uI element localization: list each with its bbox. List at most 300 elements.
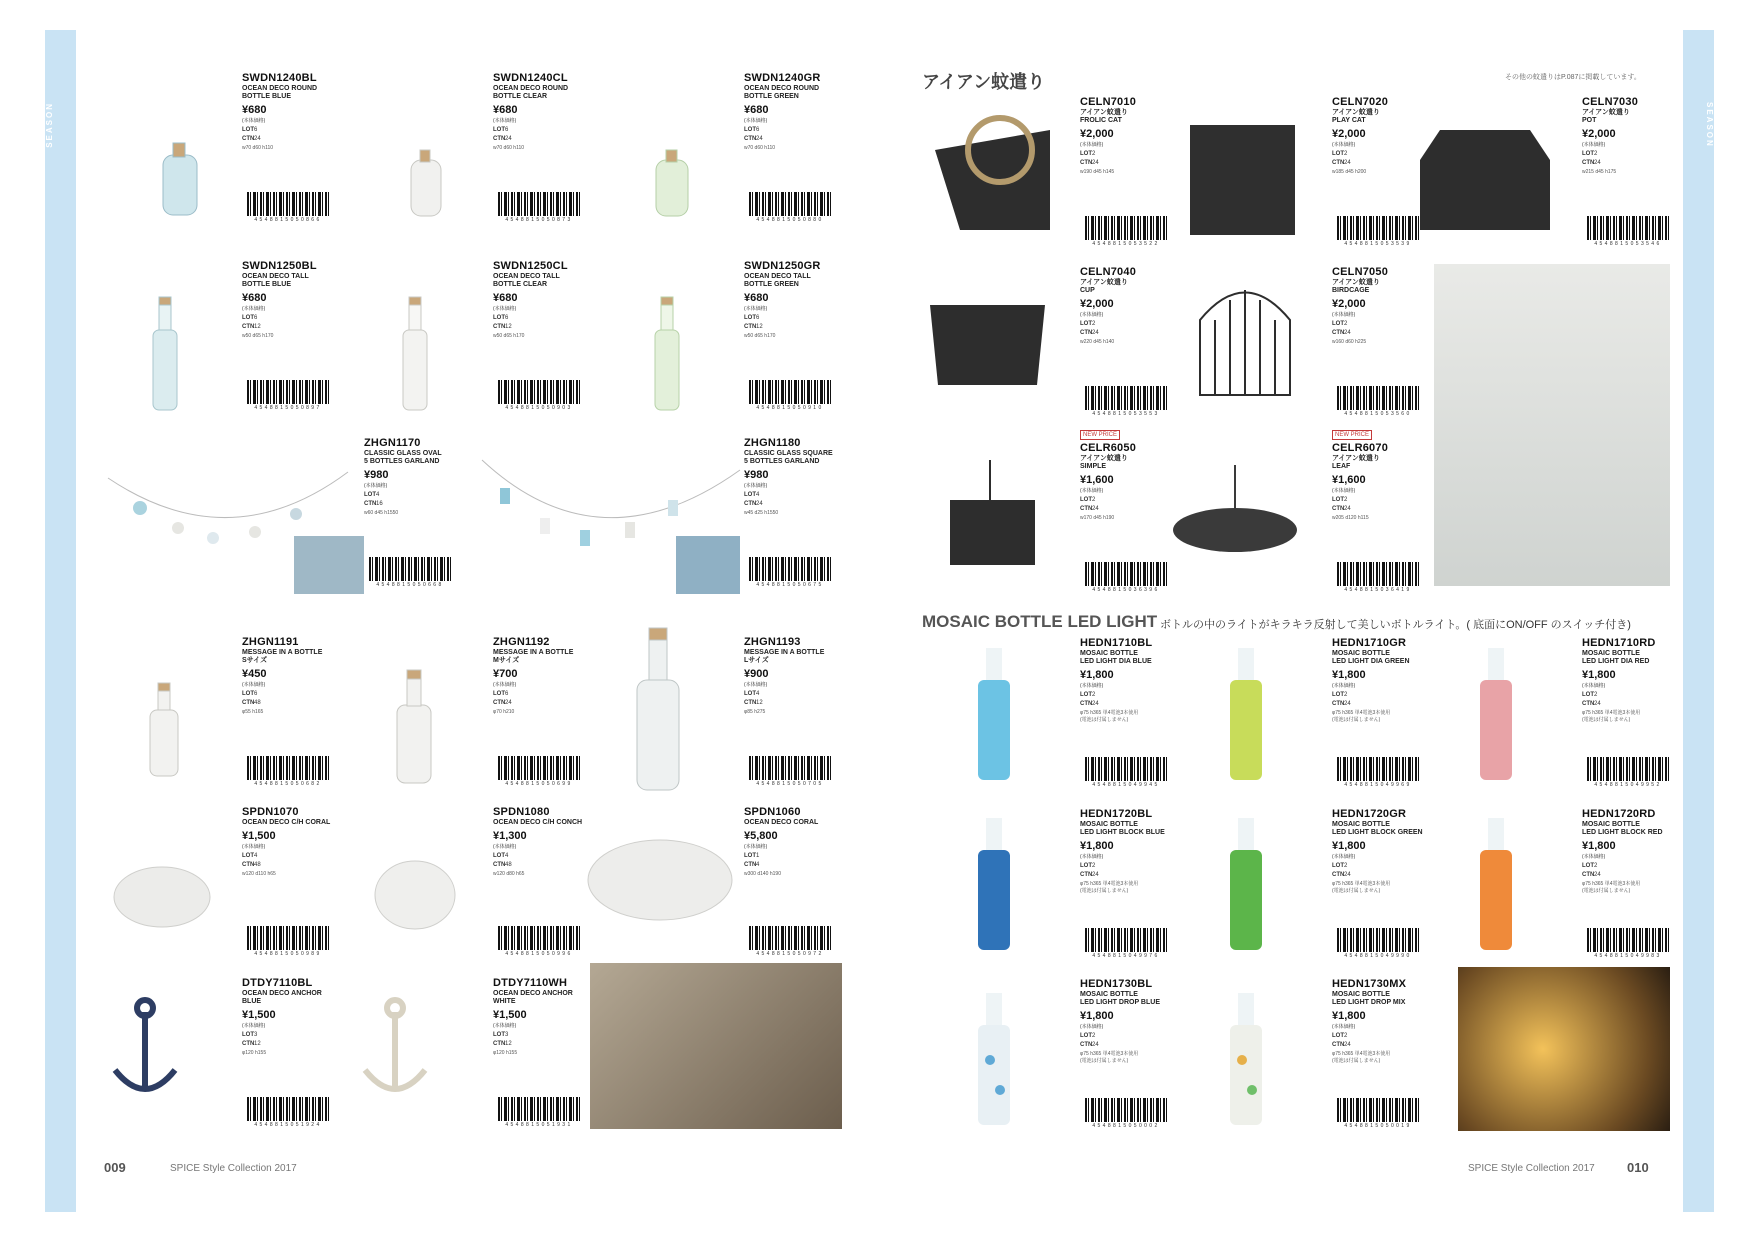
ctn-value: 24 bbox=[756, 136, 763, 142]
field-label: CTN bbox=[744, 862, 757, 868]
new-price-badge: NEW PRICE bbox=[1080, 430, 1120, 440]
ctn-value: 12 bbox=[756, 700, 763, 706]
product-name: MOSAIC BOTTLE LED LIGHT DROP BLUE bbox=[1080, 991, 1160, 1006]
barcode-number: 4548815053539 bbox=[1344, 241, 1412, 247]
pot-holder bbox=[1420, 130, 1550, 230]
price-tax-note: (本体価格) bbox=[1080, 142, 1104, 148]
product-price: ¥980 bbox=[744, 469, 769, 481]
product-price: ¥1,600 bbox=[1080, 474, 1114, 486]
barcode-number: 4548815049969 bbox=[1344, 782, 1412, 788]
lot-value: 2 bbox=[1344, 692, 1348, 698]
product-name: OCEAN DECO ANCHOR WHITE bbox=[493, 990, 573, 1005]
product-name: OCEAN DECO TALL BOTTLE BLUE bbox=[242, 273, 309, 288]
field-label: CTN bbox=[242, 136, 255, 142]
birdcage-holder bbox=[1200, 290, 1290, 395]
product-name: OCEAN DECO C/H CORAL bbox=[242, 819, 331, 826]
barcode-number: 4548815036419 bbox=[1344, 587, 1412, 593]
field-label: CTN bbox=[1080, 872, 1093, 878]
field-label: CTN bbox=[744, 324, 757, 330]
product-name: アイアン蚊遣り BIRDCAGE bbox=[1332, 279, 1380, 294]
price-tax-note: (本体価格) bbox=[1332, 854, 1356, 860]
product-price: ¥2,000 bbox=[1080, 298, 1114, 310]
product-name: アイアン蚊遣り CUP bbox=[1080, 279, 1128, 294]
ctn-value: 24 bbox=[1092, 872, 1099, 878]
product-code: HEDN1720RD bbox=[1582, 808, 1656, 820]
field-label: LOT bbox=[1332, 1033, 1344, 1039]
tall-bottle-green bbox=[655, 297, 679, 410]
field-label: CTN bbox=[1332, 506, 1345, 512]
product-price: ¥1,600 bbox=[1332, 474, 1366, 486]
product-name: MESSAGE IN A BOTTLE Mサイズ bbox=[493, 649, 574, 664]
ctn-value: 24 bbox=[1344, 872, 1351, 878]
season-label: SEASON bbox=[1705, 102, 1714, 148]
product-code: CELN7020 bbox=[1332, 96, 1389, 108]
field-label: LOT bbox=[493, 127, 505, 133]
field-label: CTN bbox=[242, 324, 255, 330]
coral-decor bbox=[588, 840, 732, 920]
field-label: LOT bbox=[242, 127, 254, 133]
product-dimensions: w50 d65 h170 bbox=[242, 333, 274, 339]
ctn-value: 24 bbox=[1594, 872, 1601, 878]
lot-value: 6 bbox=[254, 691, 258, 697]
lot-value: 4 bbox=[376, 492, 380, 498]
ctn-value: 24 bbox=[1092, 701, 1099, 707]
product-dimensions: w70 d60 h110 bbox=[242, 145, 274, 151]
field-label: LOT bbox=[1332, 321, 1344, 327]
lot-value: 2 bbox=[1594, 863, 1598, 869]
product-name: OCEAN DECO ROUND BOTTLE CLEAR bbox=[493, 85, 569, 100]
mosaic-section-subtitle: ボトルの中のライトがキラキラ反射して美しいボトルライト。( 底面にON/OFF のスイッチ付き) bbox=[1160, 619, 1631, 631]
field-label: CTN bbox=[744, 501, 757, 507]
left-page-number: 009 bbox=[104, 1160, 126, 1175]
product-code: SWDN1250BL bbox=[242, 260, 317, 272]
product-price: ¥1,300 bbox=[493, 830, 527, 842]
product-name: アイアン蚊遣り POT bbox=[1582, 109, 1630, 124]
round-bottle-green bbox=[656, 150, 688, 216]
field-label: LOT bbox=[1080, 692, 1092, 698]
product-dimensions: φ75 h365 単4電池3本使用 (電池は付属しません) bbox=[1080, 1051, 1139, 1064]
barcode-number: 4548815050019 bbox=[1344, 1123, 1412, 1129]
lot-value: 2 bbox=[1344, 1033, 1348, 1039]
product-price: ¥1,800 bbox=[1332, 1010, 1366, 1022]
lot-value: 6 bbox=[505, 315, 509, 321]
mosaic-dia-blue bbox=[978, 648, 1010, 780]
field-label: LOT bbox=[1582, 692, 1594, 698]
field-label: CTN bbox=[1332, 160, 1345, 166]
tall-bottle-blue bbox=[153, 297, 177, 410]
product-dimensions: w50 d65 h170 bbox=[744, 333, 776, 339]
barcode-number: 4548815049952 bbox=[1594, 782, 1662, 788]
garland-oval-photo bbox=[294, 536, 364, 594]
barcode-number: 4548815050705 bbox=[756, 781, 824, 787]
lot-value: 2 bbox=[1092, 1033, 1096, 1039]
product-code: SPDN1080 bbox=[493, 806, 550, 818]
product-name: OCEAN DECO ROUND BOTTLE BLUE bbox=[242, 85, 318, 100]
ctn-value: 24 bbox=[1594, 160, 1601, 166]
product-name: MESSAGE IN A BOTTLE Lサイズ bbox=[744, 649, 825, 664]
anchor-blue bbox=[115, 1000, 175, 1090]
product-code: ZHGN1180 bbox=[744, 437, 801, 449]
product-code: CELR6050 bbox=[1080, 442, 1137, 454]
price-tax-note: (本体価格) bbox=[1332, 1024, 1356, 1030]
conch-candle-holder bbox=[375, 861, 455, 929]
product-code: DTDY7110WH bbox=[493, 977, 568, 989]
product-price: ¥1,500 bbox=[493, 1009, 527, 1021]
left-footer-label: SPICE Style Collection 2017 bbox=[170, 1163, 297, 1174]
product-name: アイアン蚊遣り PLAY CAT bbox=[1332, 109, 1380, 124]
field-label: CTN bbox=[1080, 160, 1093, 166]
right-footer-label: SPICE Style Collection 2017 bbox=[1468, 1163, 1595, 1174]
ctn-value: 24 bbox=[756, 501, 763, 507]
mosaic-section-title: MOSAIC BOTTLE LED LIGHT bbox=[922, 612, 1158, 631]
field-label: CTN bbox=[493, 324, 506, 330]
product-price: ¥1,800 bbox=[1582, 840, 1616, 852]
ctn-value: 12 bbox=[505, 324, 512, 330]
product-code: HEDN1710BL bbox=[1080, 637, 1153, 649]
product-dimensions: w300 d140 h190 bbox=[744, 871, 781, 877]
product-code: CELN7030 bbox=[1582, 96, 1639, 108]
price-tax-note: (本体価格) bbox=[1080, 854, 1104, 860]
product-dimensions: φ75 h365 単4電池3本使用 (電池は付属しません) bbox=[1080, 881, 1139, 894]
barcode-number: 4548815050866 bbox=[254, 217, 322, 223]
product-dimensions: w70 d60 h110 bbox=[744, 145, 776, 151]
lot-value: 2 bbox=[1092, 863, 1096, 869]
field-label: CTN bbox=[744, 700, 757, 706]
field-label: CTN bbox=[242, 1041, 255, 1047]
price-tax-note: (本体価格) bbox=[493, 1023, 517, 1029]
product-dimensions: φ70 h210 bbox=[493, 709, 515, 715]
ctn-value: 12 bbox=[254, 1041, 261, 1047]
right-page-number: 010 bbox=[1627, 1160, 1649, 1175]
field-label: LOT bbox=[744, 853, 756, 859]
product-code: SWDN1240BL bbox=[242, 72, 317, 84]
iron-holder-lifestyle-photo bbox=[1434, 264, 1670, 586]
frolic-cat-holder bbox=[935, 118, 1050, 230]
garland-square-bottles bbox=[500, 488, 678, 546]
lot-value: 4 bbox=[756, 492, 760, 498]
barcode-number: 4548815050668 bbox=[376, 582, 444, 588]
product-dimensions: w70 d60 h110 bbox=[493, 145, 525, 151]
price-tax-note: (本体価格) bbox=[1080, 312, 1104, 318]
barcode-number: 4548815051931 bbox=[505, 1122, 573, 1128]
field-label: CTN bbox=[1332, 1042, 1345, 1048]
barcode-number: 4548815053546 bbox=[1594, 241, 1662, 247]
field-label: LOT bbox=[744, 315, 756, 321]
ctn-value: 48 bbox=[254, 862, 261, 868]
product-name: MESSAGE IN A BOTTLE Sサイズ bbox=[242, 649, 323, 664]
field-label: LOT bbox=[1080, 151, 1092, 157]
product-dimensions: φ85 h275 bbox=[744, 709, 766, 715]
ctn-value: 16 bbox=[376, 501, 383, 507]
ctn-value: 12 bbox=[254, 324, 261, 330]
garland-square-photo bbox=[676, 536, 740, 594]
product-dimensions: w50 d65 h170 bbox=[493, 333, 525, 339]
product-price: ¥2,000 bbox=[1332, 298, 1366, 310]
ctn-value: 24 bbox=[1594, 701, 1601, 707]
field-label: LOT bbox=[1080, 863, 1092, 869]
product-dimensions: w170 d45 h190 bbox=[1080, 515, 1115, 521]
play-cat-holder bbox=[1190, 125, 1295, 235]
barcode-number: 4548815049990 bbox=[1344, 953, 1412, 959]
price-tax-note: (本体価格) bbox=[1582, 854, 1606, 860]
barcode-number: 4548815050873 bbox=[505, 217, 573, 223]
field-label: LOT bbox=[242, 853, 254, 859]
product-price: ¥2,000 bbox=[1582, 128, 1616, 140]
product-dimensions: φ75 h365 単4電池3本使用 (電池は付属しません) bbox=[1332, 1051, 1391, 1064]
product-price: ¥1,800 bbox=[1080, 840, 1114, 852]
price-tax-note: (本体価格) bbox=[1080, 1024, 1104, 1030]
product-code: CELN7010 bbox=[1080, 96, 1137, 108]
barcode-number: 4548815050910 bbox=[756, 405, 824, 411]
product-name: MOSAIC BOTTLE LED LIGHT DIA RED bbox=[1582, 650, 1650, 665]
product-name: CLASSIC GLASS OVAL 5 BOTTLES GARLAND bbox=[364, 450, 442, 465]
product-price: ¥2,000 bbox=[1332, 128, 1366, 140]
ctn-value: 24 bbox=[1092, 506, 1099, 512]
ctn-value: 24 bbox=[1344, 701, 1351, 707]
barcode-number: 4548815050682 bbox=[254, 781, 322, 787]
barcode-number: 4548815051924 bbox=[254, 1122, 322, 1128]
product-price: ¥450 bbox=[242, 668, 267, 680]
lot-value: 6 bbox=[505, 691, 509, 697]
price-tax-note: (本体価格) bbox=[1080, 683, 1104, 689]
ctn-value: 24 bbox=[1344, 1042, 1351, 1048]
product-dimensions: φ75 h365 単4電池3本使用 (電池は付属しません) bbox=[1582, 710, 1641, 723]
product-name: CLASSIC GLASS SQUARE 5 BOTTLES GARLAND bbox=[744, 450, 833, 465]
ctn-value: 24 bbox=[254, 136, 261, 142]
field-label: CTN bbox=[493, 700, 506, 706]
garland-oval-bottles bbox=[133, 501, 302, 544]
field-label: LOT bbox=[1332, 151, 1344, 157]
barcode-number: 4548815036396 bbox=[1092, 587, 1160, 593]
product-dimensions: w190 d45 h145 bbox=[1080, 169, 1115, 175]
price-tax-note: (本体価格) bbox=[364, 483, 388, 489]
field-label: CTN bbox=[1332, 701, 1345, 707]
price-tax-note: (本体価格) bbox=[1332, 683, 1356, 689]
lot-value: 2 bbox=[1344, 497, 1348, 503]
barcode-number: 4548815049945 bbox=[1092, 782, 1160, 788]
product-code: HEDN1730BL bbox=[1080, 978, 1153, 990]
mosaic-drop-mix bbox=[1230, 993, 1262, 1125]
price-tax-note: (本体価格) bbox=[493, 118, 517, 124]
mosaic-dia-red bbox=[1480, 648, 1512, 780]
product-name: アイアン蚊遣り LEAF bbox=[1332, 455, 1380, 470]
barcode-number: 4548815053553 bbox=[1092, 411, 1160, 417]
lot-value: 3 bbox=[505, 1032, 509, 1038]
field-label: CTN bbox=[1582, 872, 1595, 878]
price-tax-note: (本体価格) bbox=[744, 118, 768, 124]
lot-value: 2 bbox=[1344, 321, 1348, 327]
product-name: MOSAIC BOTTLE LED LIGHT BLOCK GREEN bbox=[1332, 821, 1423, 836]
product-name: OCEAN DECO C/H CONCH bbox=[493, 819, 583, 826]
lot-value: 2 bbox=[1594, 151, 1598, 157]
field-label: LOT bbox=[744, 127, 756, 133]
product-dimensions: w120 d110 h65 bbox=[242, 871, 276, 877]
field-label: LOT bbox=[493, 1032, 505, 1038]
price-tax-note: (本体価格) bbox=[242, 1023, 266, 1029]
field-label: CTN bbox=[1332, 872, 1345, 878]
lot-value: 2 bbox=[1092, 321, 1096, 327]
product-price: ¥1,800 bbox=[1332, 669, 1366, 681]
ctn-value: 24 bbox=[1092, 160, 1099, 166]
field-label: LOT bbox=[1332, 692, 1344, 698]
product-name: MOSAIC BOTTLE LED LIGHT BLOCK BLUE bbox=[1080, 821, 1165, 836]
product-code: HEDN1710GR bbox=[1332, 637, 1407, 649]
ctn-value: 48 bbox=[254, 700, 261, 706]
product-dimensions: w185 d45 h200 bbox=[1332, 169, 1367, 175]
product-price: ¥900 bbox=[744, 668, 769, 680]
round-bottle-blue bbox=[163, 143, 197, 215]
product-code: CELN7050 bbox=[1332, 266, 1389, 278]
season-label: SEASON bbox=[45, 102, 54, 148]
ctn-value: 12 bbox=[505, 1041, 512, 1047]
product-price: ¥5,800 bbox=[744, 830, 778, 842]
mosaic-block-blue bbox=[978, 818, 1010, 950]
message-bottle-s bbox=[150, 683, 178, 776]
cup-holder bbox=[930, 305, 1045, 385]
leaf-holder bbox=[1173, 465, 1297, 552]
product-price: ¥680 bbox=[744, 292, 769, 304]
mosaic-drop-blue bbox=[978, 993, 1010, 1125]
product-name: OCEAN DECO CORAL bbox=[744, 819, 819, 826]
field-label: LOT bbox=[744, 492, 756, 498]
product-code: HEDN1720GR bbox=[1332, 808, 1407, 820]
lot-value: 3 bbox=[254, 1032, 258, 1038]
product-price: ¥680 bbox=[493, 104, 518, 116]
field-label: CTN bbox=[242, 862, 255, 868]
ctn-value: 24 bbox=[1092, 330, 1099, 336]
product-code: HEDN1730MX bbox=[1332, 978, 1407, 990]
product-code: SWDN1250CL bbox=[493, 260, 568, 272]
price-tax-note: (本体価格) bbox=[493, 682, 517, 688]
barcode-number: 4548815050897 bbox=[254, 405, 322, 411]
product-dimensions: w205 d120 h115 bbox=[1332, 515, 1369, 521]
lot-value: 6 bbox=[254, 127, 258, 133]
field-label: CTN bbox=[1582, 160, 1595, 166]
barcode-number: 4548815050989 bbox=[254, 951, 322, 957]
coral-candle-holder bbox=[114, 867, 210, 927]
mosaic-block-green bbox=[1230, 818, 1262, 950]
price-tax-note: (本体価格) bbox=[744, 844, 768, 850]
product-price: ¥1,500 bbox=[242, 830, 276, 842]
field-label: CTN bbox=[1080, 701, 1093, 707]
price-tax-note: (本体価格) bbox=[1582, 683, 1606, 689]
lot-value: 6 bbox=[254, 315, 258, 321]
field-label: LOT bbox=[242, 315, 254, 321]
field-label: LOT bbox=[744, 691, 756, 697]
product-code: HEDN1710RD bbox=[1582, 637, 1656, 649]
field-label: CTN bbox=[1080, 330, 1093, 336]
field-label: CTN bbox=[493, 136, 506, 142]
field-label: CTN bbox=[364, 501, 377, 507]
product-price: ¥1,800 bbox=[1080, 1010, 1114, 1022]
product-name: アイアン蚊遣り FROLIC CAT bbox=[1080, 109, 1128, 124]
product-price: ¥980 bbox=[364, 469, 389, 481]
product-price: ¥1,800 bbox=[1582, 669, 1616, 681]
product-code: CELR6070 bbox=[1332, 442, 1389, 454]
product-code: SWDN1240GR bbox=[744, 72, 821, 84]
field-label: CTN bbox=[242, 700, 255, 706]
mosaic-lifestyle-photo bbox=[1458, 967, 1670, 1131]
lot-value: 1 bbox=[756, 853, 760, 859]
simple-holder bbox=[950, 460, 1035, 565]
lot-value: 4 bbox=[756, 691, 760, 697]
price-tax-note: (本体価格) bbox=[1080, 488, 1104, 494]
product-price: ¥1,500 bbox=[242, 1009, 276, 1021]
barcode-number: 4548815050699 bbox=[505, 781, 573, 787]
field-label: LOT bbox=[364, 492, 376, 498]
product-code: ZHGN1191 bbox=[242, 636, 299, 648]
lot-value: 2 bbox=[1344, 863, 1348, 869]
ctn-value: 24 bbox=[1092, 1042, 1099, 1048]
price-tax-note: (本体価格) bbox=[744, 306, 768, 312]
ctn-value: 4 bbox=[756, 862, 760, 868]
tall-bottle-clear bbox=[403, 297, 427, 410]
product-price: ¥680 bbox=[744, 104, 769, 116]
field-label: CTN bbox=[1080, 1042, 1093, 1048]
product-price: ¥2,000 bbox=[1080, 128, 1114, 140]
lot-value: 2 bbox=[1594, 692, 1598, 698]
new-price-badge: NEW PRICE bbox=[1332, 430, 1372, 440]
product-dimensions: w60 d45 h1550 bbox=[364, 510, 399, 516]
product-code: SWDN1240CL bbox=[493, 72, 568, 84]
product-code: DTDY7110BL bbox=[242, 977, 313, 989]
product-price: ¥680 bbox=[242, 292, 267, 304]
barcode-number: 4548815053560 bbox=[1344, 411, 1412, 417]
round-bottle-clear bbox=[411, 150, 441, 216]
lot-value: 2 bbox=[1344, 151, 1348, 157]
ctn-value: 12 bbox=[756, 324, 763, 330]
field-label: CTN bbox=[1582, 701, 1595, 707]
product-name: OCEAN DECO ROUND BOTTLE GREEN bbox=[744, 85, 820, 100]
product-price: ¥680 bbox=[493, 292, 518, 304]
product-dimensions: φ120 h155 bbox=[242, 1050, 267, 1056]
product-price: ¥680 bbox=[242, 104, 267, 116]
field-label: CTN bbox=[1332, 330, 1345, 336]
price-tax-note: (本体価格) bbox=[493, 844, 517, 850]
price-tax-note: (本体価格) bbox=[493, 306, 517, 312]
field-label: LOT bbox=[493, 853, 505, 859]
price-tax-note: (本体価格) bbox=[1332, 488, 1356, 494]
product-dimensions: w215 d45 h175 bbox=[1582, 169, 1617, 175]
product-name: MOSAIC BOTTLE LED LIGHT BLOCK RED bbox=[1582, 821, 1663, 836]
product-code: ZHGN1192 bbox=[493, 636, 550, 648]
message-bottle-m bbox=[397, 670, 431, 783]
price-tax-note: (本体価格) bbox=[744, 483, 768, 489]
mosaic-block-red bbox=[1480, 818, 1512, 950]
anchor-white bbox=[365, 1000, 425, 1090]
lot-value: 6 bbox=[756, 315, 760, 321]
coral-lifestyle-photo bbox=[590, 963, 842, 1129]
product-name: OCEAN DECO TALL BOTTLE CLEAR bbox=[493, 273, 560, 288]
ctn-value: 24 bbox=[505, 136, 512, 142]
field-label: LOT bbox=[242, 691, 254, 697]
product-price: ¥700 bbox=[493, 668, 518, 680]
price-tax-note: (本体価格) bbox=[744, 682, 768, 688]
field-label: LOT bbox=[1332, 497, 1344, 503]
product-price: ¥1,800 bbox=[1080, 669, 1114, 681]
product-code: HEDN1720BL bbox=[1080, 808, 1153, 820]
product-code: SWDN1250GR bbox=[744, 260, 821, 272]
product-dimensions: w220 d45 h140 bbox=[1080, 339, 1115, 345]
price-tax-note: (本体価格) bbox=[1332, 142, 1356, 148]
field-label: LOT bbox=[1080, 321, 1092, 327]
product-code: CELN7040 bbox=[1080, 266, 1137, 278]
lot-value: 2 bbox=[1092, 692, 1096, 698]
barcode-number: 4548815050996 bbox=[505, 951, 573, 957]
iron-section-note: その他の蚊遣りはP.087に掲載しています。 bbox=[1505, 74, 1641, 81]
product-code: SPDN1060 bbox=[744, 806, 801, 818]
product-dimensions: φ75 h365 単4電池3本使用 (電池は付属しません) bbox=[1332, 881, 1391, 894]
